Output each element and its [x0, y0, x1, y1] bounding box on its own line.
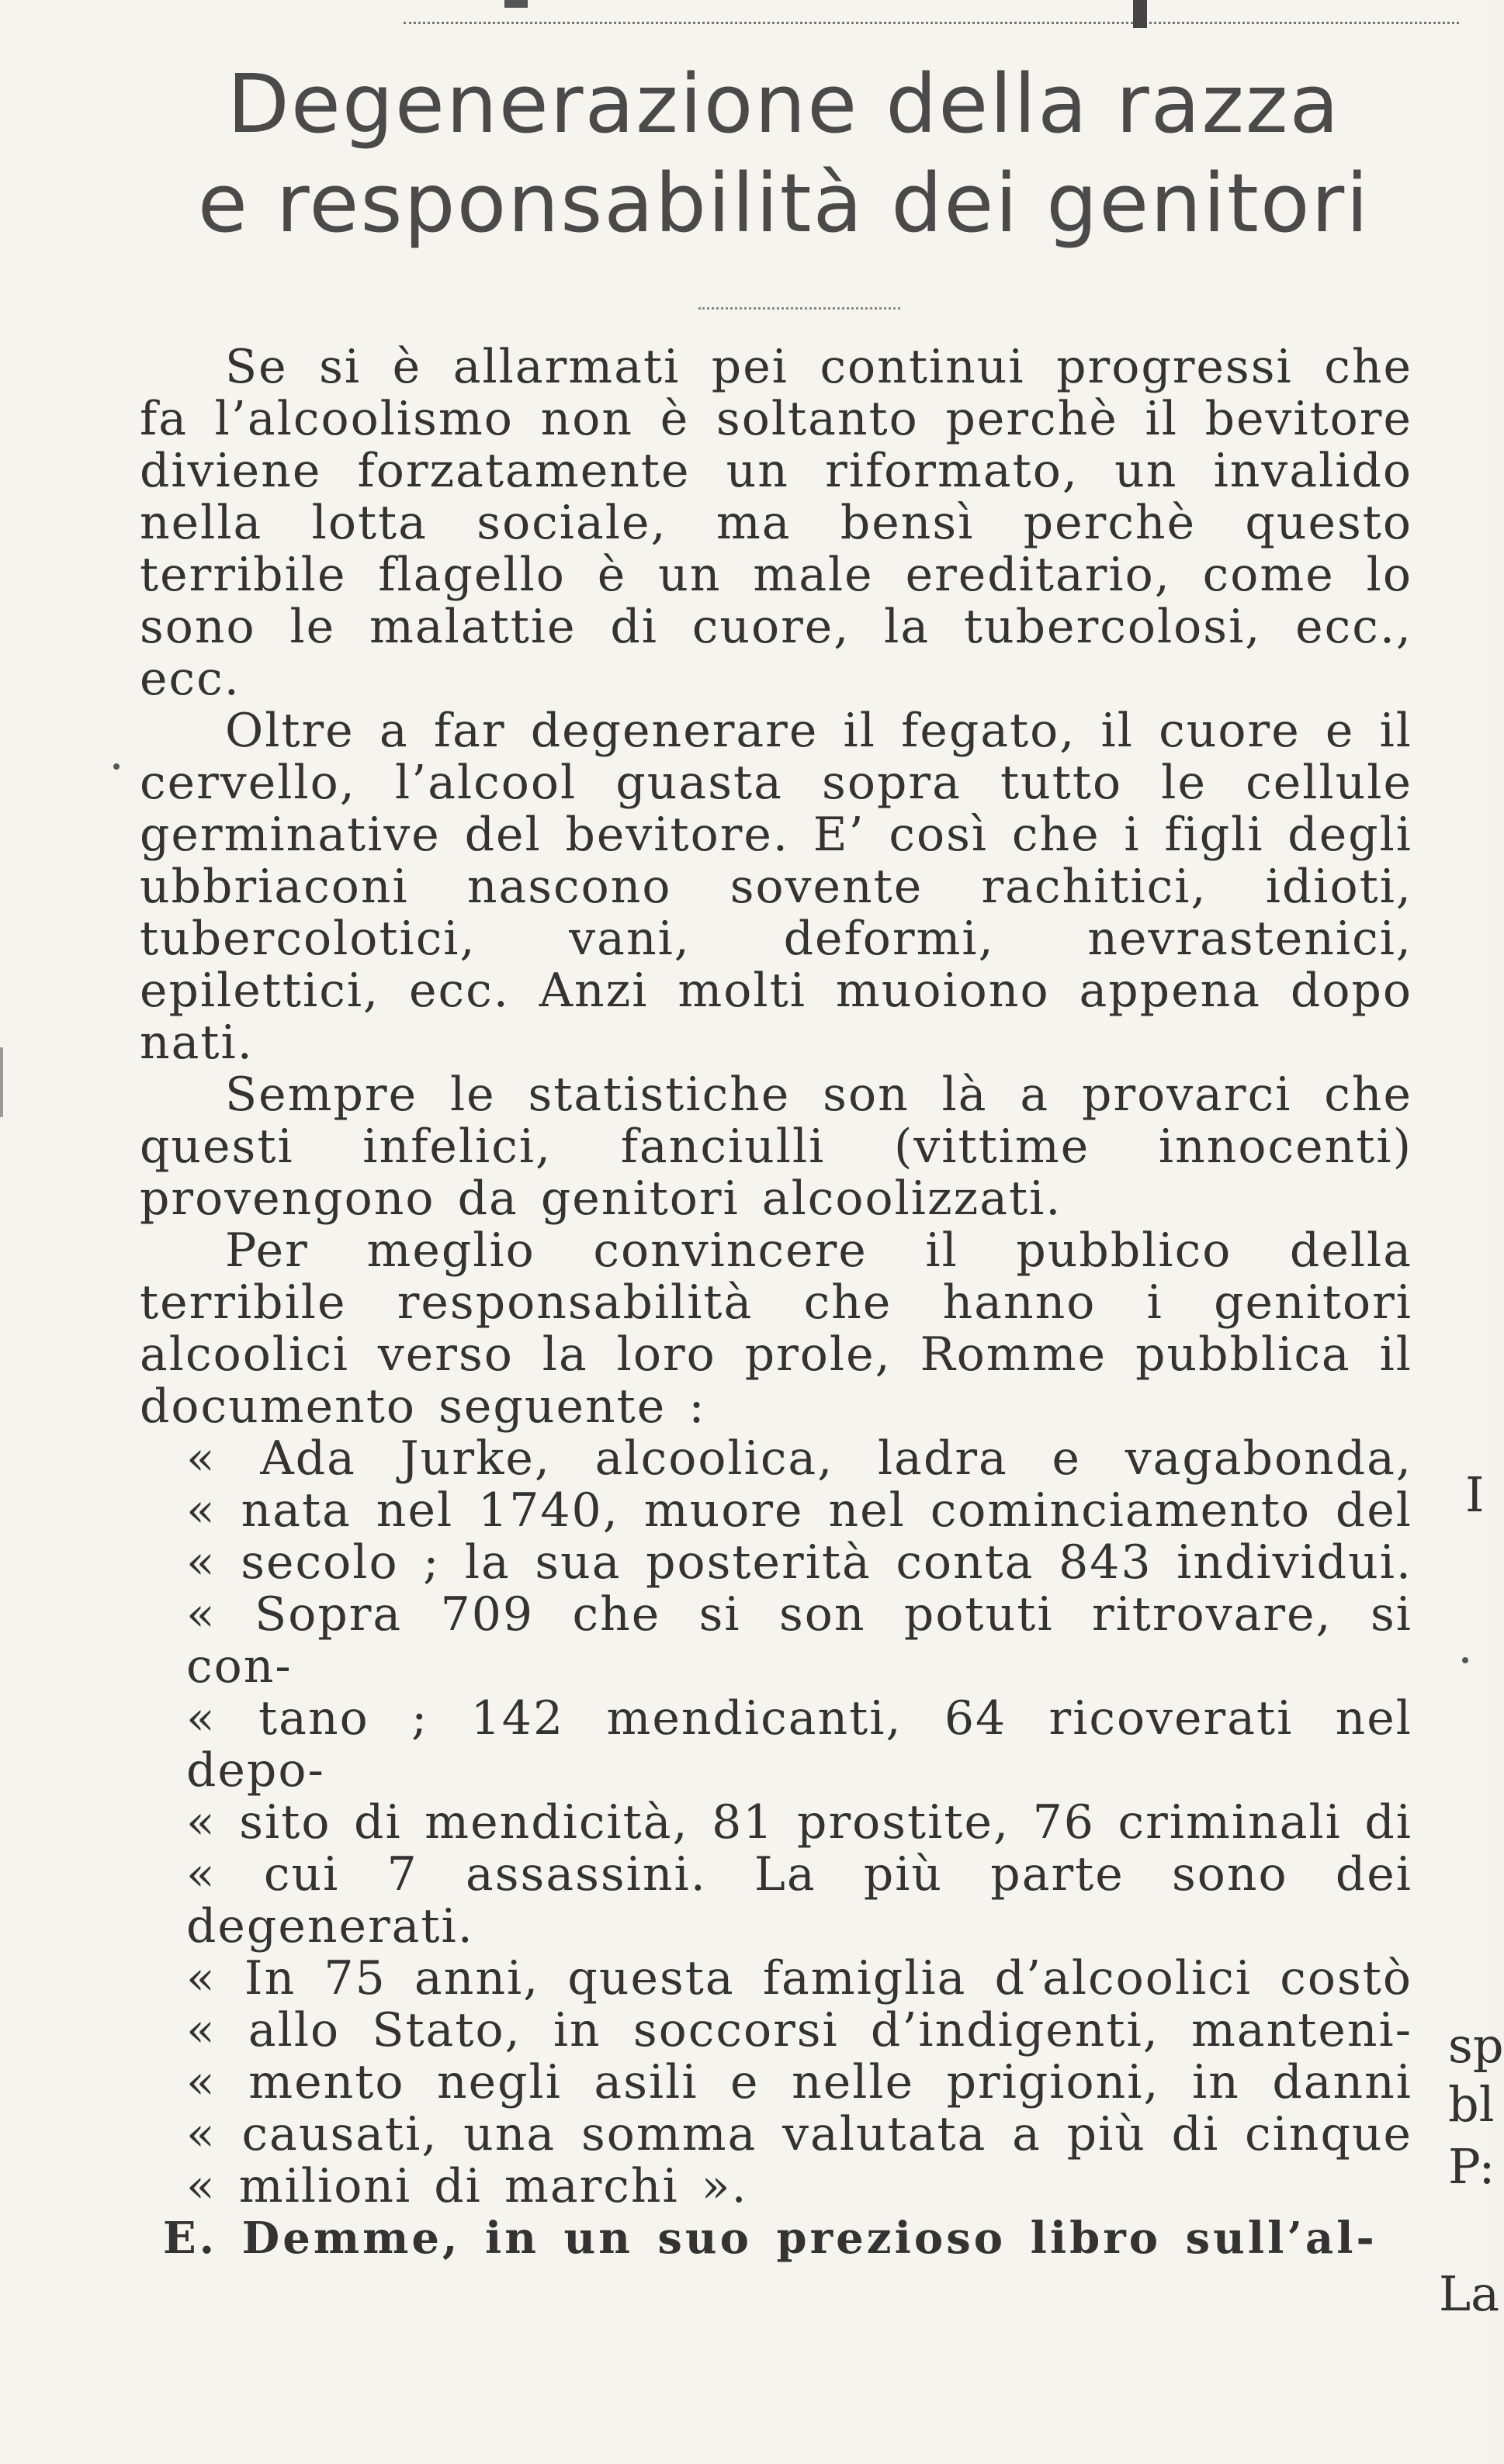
adjacent-column-fragment: P: — [1448, 2138, 1495, 2195]
quote-line: « mento negli asili e nelle prigioni, in danni — [186, 2055, 1412, 2109]
adjacent-column-fragment: sp — [1448, 2017, 1504, 2074]
top-ink-mark-small — [504, 0, 528, 8]
article-body — [140, 341, 1412, 2265]
quote-line: « secolo ; la sua posterità conta 843 individui. — [186, 1535, 1412, 1590]
closing-line: E. Demme, in un suo prezioso libro sull’al- — [163, 2213, 1378, 2264]
adjacent-column-fragment: La — [1439, 2265, 1500, 2322]
ink-speck — [113, 763, 120, 770]
paragraph-3: Sempre le statistiche son là a provarci che questi infelici, fanciulli (vittime innocenti) provengono da genitori alcoolizzati. — [140, 1068, 1412, 1226]
paragraph-4: Per meglio convincere il pubblico della terribile responsabilità che hanno i genitori alcoolici verso la loro prole, Romme pubblica il documento seguente : — [140, 1223, 1412, 1434]
adjacent-column-fragment: I — [1465, 1466, 1485, 1523]
quote-line: « nata nel 1740, muore nel cominciamento del — [186, 1483, 1412, 1538]
top-dotted-rule — [404, 0, 1459, 24]
title-line-2: e responsabilità dei genitori — [197, 156, 1371, 251]
quote-line: « milioni di marchi ». — [186, 2159, 748, 2213]
article-title — [178, 54, 1389, 253]
quote-line: « cui 7 assassini. La più parte sono dei degenerati. — [186, 1847, 1412, 1954]
quote-line: « tano ; 142 mendicanti, 64 ricoverati nel depo- — [186, 1691, 1412, 1798]
adjacent-column-fragment: bl — [1448, 2076, 1495, 2133]
title-line-1: Degenerazione della razza — [227, 57, 1341, 151]
quote-line: « Ada Jurke, alcoolica, ladra e vagabonda, — [186, 1431, 1412, 1486]
quote-line: « In 75 anni, questa famiglia d’alcoolici costò — [186, 1951, 1412, 2005]
top-ink-mark — [1133, 0, 1147, 28]
title-separator — [698, 307, 900, 310]
ink-speck — [1462, 1657, 1468, 1663]
quote-line: « sito di mendicità, 81 prostite, 76 criminali di — [186, 1795, 1412, 1850]
paragraph-2: Oltre a far degenerare il fegato, il cuore e il cervello, l’alcool guasta sopra tutto le cellule germinative del bevitore. E’ così che i figli degli ubbriaconi nascono sovente rachitici, idioti, tubercolotici, vani, deformi, nevrastenici, epilettici, ecc. Anzi molti muoiono appena dopo nati. — [140, 704, 1412, 1070]
quoted-document — [140, 1433, 1412, 2213]
quote-line: « Sopra 709 che si son potuti ritrovare, si con- — [186, 1587, 1412, 1694]
quote-line: « allo Stato, in soccorsi d’indigenti, manteni- — [186, 2003, 1412, 2057]
quote-line: « causati, una somma valutata a più di cinque — [186, 2107, 1412, 2161]
paragraph-1: Se si è allarmati pei continui progressi che fa l’alcoolismo non è soltanto perchè il bevitore diviene forzatamente un riformato, un invalido nella lotta sociale, ma bensì perchè questo terribile flagello è un male ereditario, come lo sono le malattie di cuore, la tubercolosi, ecc., ecc. — [140, 340, 1412, 706]
left-edge-mark — [0, 1047, 14, 1117]
